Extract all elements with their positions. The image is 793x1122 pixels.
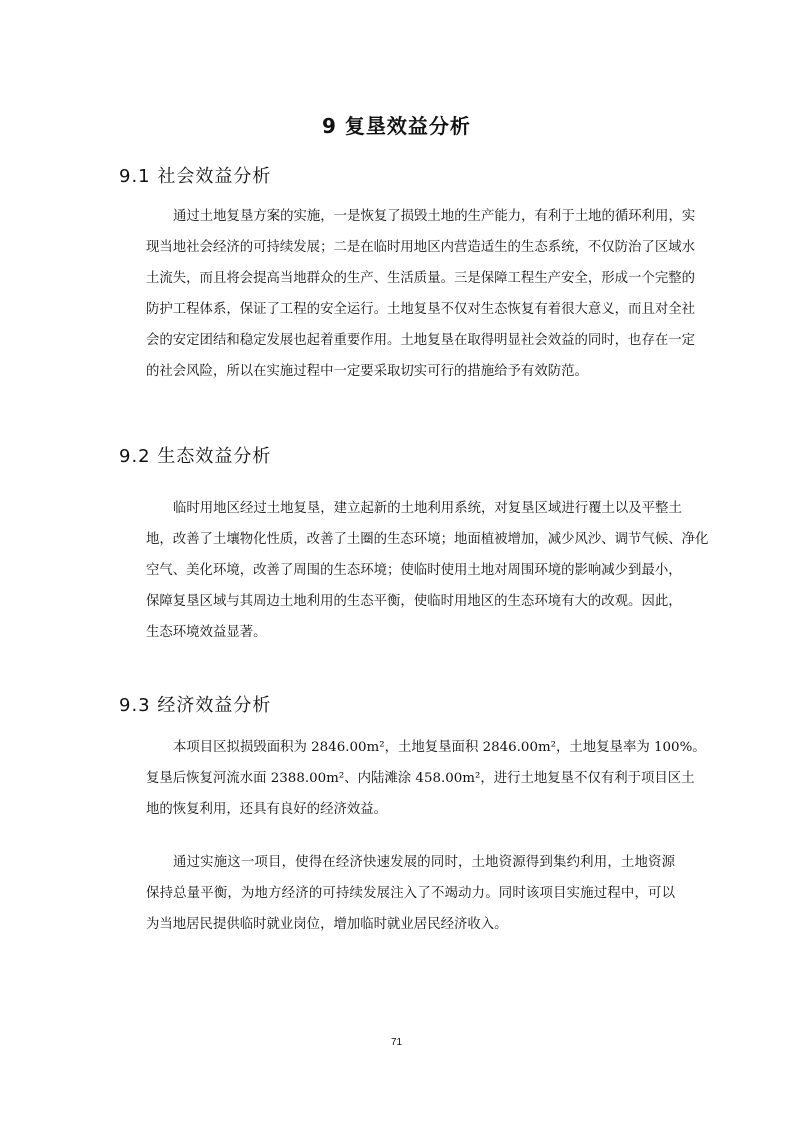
paragraph-line: 土流失，而且将会提高当地群众的生产、生活质量。三是保障工程生产安全，形成一个完整的	[146, 271, 696, 286]
paragraph-line: 的社会风险，所以在实施过程中一定要采取切实可行的措施给予有效防范。	[146, 364, 588, 379]
chapter-title: 9 复垦效益分析	[322, 114, 471, 138]
paragraph-line: 地，改善了土壤物化性质，改善了土圈的生态环境；地面植被增加，减少风沙、调节气候、净化	[146, 532, 709, 547]
section-heading-9-3: 9.3 经济效益分析	[119, 695, 272, 716]
paragraph-line: 复垦后恢复河流水面 2388.00m²、内陆滩涂 458.00m²，进行土地复垦不仅有利于项目区土	[146, 771, 695, 786]
paragraph-line: 现当地社会经济的可持续发展；二是在临时用地区内营造适生的生态系统，不仅防治了区域水	[146, 240, 696, 255]
paragraph-line: 临时用地区经过土地复垦，建立起新的土地利用系统，对复垦区域进行覆土以及平整土	[173, 501, 682, 516]
paragraph-social-benefit	[119, 201, 696, 387]
section-heading-9-1: 9.1 社会效益分析	[119, 166, 272, 187]
paragraph-line: 空气、美化环境，改善了周围的生态环境；使临时使用土地对周围环境的影响减少到最小，	[146, 563, 682, 578]
paragraph-line: 会的安定团结和稳定发展也起着重要作用。土地复垦在取得明显社会效益的同时，也存在一定	[146, 333, 696, 348]
paragraph-line: 通过土地复垦方案的实施，一是恢复了损毁土地的生产能力，有利于土地的循环利用，实	[173, 209, 696, 224]
paragraph-economic-benefit-1	[119, 732, 706, 825]
section-heading-9-2: 9.2 生态效益分析	[119, 446, 272, 467]
paragraph-line: 为当地居民提供临时就业岗位，增加临时就业居民经济收入。	[146, 917, 508, 932]
paragraph-line: 通过实施这一项目，使得在经济快速发展的同时，土地资源得到集约利用，土地资源	[173, 855, 675, 870]
paragraph-line: 防护工程体系，保证了工程的安全运行。土地复垦不仅对生态恢复有着很大意义，而且对全社	[146, 302, 696, 317]
paragraph-line: 本项目区拟损毁面积为 2846.00m²，土地复垦面积 2846.00m²，土地复垦率为 100%。	[173, 740, 706, 755]
paragraph-line: 生态环境效益显著。	[146, 625, 267, 640]
page-number: 71	[390, 1037, 403, 1048]
paragraph-line: 地的恢复利用，还具有良好的经济效益。	[146, 802, 388, 817]
paragraph-line: 保障复垦区域与其周边土地利用的生态平衡，使临时用地区的生态环境有大的改观。因此，	[146, 594, 682, 609]
paragraph-ecological-benefit	[119, 493, 709, 648]
paragraph-economic-benefit-2	[119, 847, 675, 940]
paragraph-line: 保持总量平衡，为地方经济的可持续发展注入了不竭动力。同时该项目实施过程中，可以	[146, 886, 675, 901]
